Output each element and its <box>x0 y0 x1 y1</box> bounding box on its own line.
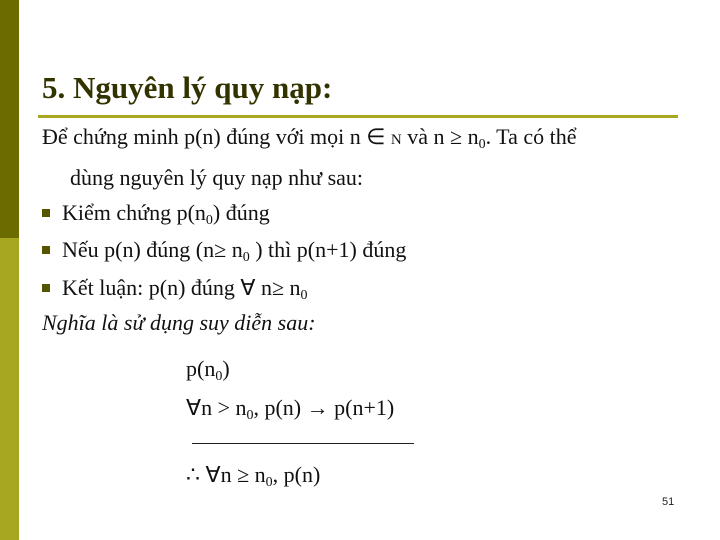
derivation-premise-2: ∀n > $n_0$, p(n) → p(n+1) <box>186 395 395 423</box>
implies-arrow: → <box>306 395 329 420</box>
element-of-symbol: ∈ <box>366 124 386 149</box>
natural-numbers-set: N <box>390 132 402 148</box>
ge-symbol: ≥ <box>449 124 463 149</box>
bullet-item: Kiểm chứng $p(n_0)$ đúng <box>42 200 270 226</box>
side-bar-dark <box>0 0 19 238</box>
meaning-line: Nghĩa là sử dụng suy diễn sau: <box>42 310 316 335</box>
bullet-item: Nếu p(n) đúng ($n\ge n_0$ ) thì p(n+1) đúng <box>42 237 406 263</box>
intro-line-1: Để chứng minh p(n) đúng với mọi n ∈ N và $n \ge n_0$. Ta có thể <box>42 124 577 152</box>
square-bullet-icon <box>42 209 50 217</box>
square-bullet-icon <box>42 246 50 254</box>
square-bullet-icon <box>42 284 50 292</box>
bullet-item: Kết luận: p(n) đúng ∀ $n\ge n_0$ <box>42 275 308 301</box>
derivation-premise-1: $p(n_0)$ <box>186 356 230 384</box>
page-number: 51 <box>662 496 675 508</box>
title-underline <box>38 115 678 118</box>
inference-line <box>192 443 414 444</box>
derivation-conclusion: ∴ ∀n ≥ $n_0$, p(n) <box>186 462 321 490</box>
side-bar-light <box>0 238 19 540</box>
slide-title: 5. Nguyên lý quy nạp: <box>42 70 333 105</box>
intro-line-2: dùng nguyên lý quy nạp như sau: <box>70 165 364 190</box>
therefore-symbol: ∴ <box>186 462 200 487</box>
